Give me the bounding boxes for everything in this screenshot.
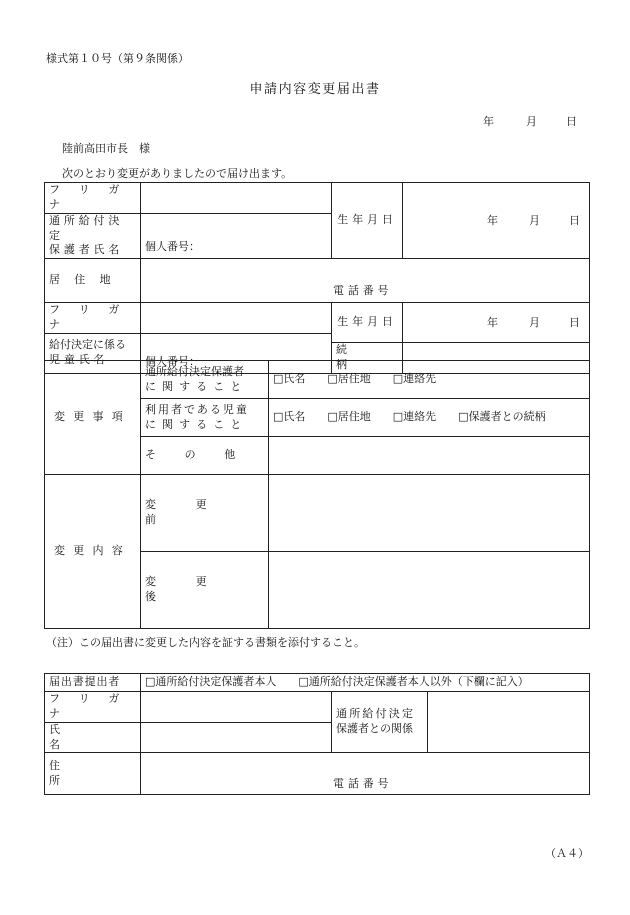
guardian-birthdate-label: 生年月日 bbox=[332, 183, 403, 259]
guardian-birthdate-field[interactable] bbox=[403, 183, 590, 259]
other-field[interactable] bbox=[269, 437, 590, 475]
child-related-label: 利用者である児童 に関すること bbox=[141, 399, 269, 437]
submitter-furigana-field[interactable] bbox=[141, 692, 332, 723]
guardian-furigana-label: フ リ ガ ナ bbox=[45, 183, 141, 214]
note-text: （注）この届出書に変更した内容を証する書類を添付すること。 bbox=[46, 636, 365, 649]
child-birth-month: 月 bbox=[529, 315, 540, 329]
address-field[interactable] bbox=[141, 259, 590, 303]
child-birthdate-field[interactable] bbox=[403, 303, 590, 343]
before-label: 変更前 bbox=[141, 475, 269, 552]
guardian-birth-month: 月 bbox=[529, 213, 540, 227]
addressee: 陸前高田市長 様 bbox=[62, 142, 150, 155]
child-change-options[interactable]: □氏名 □居住地 □連絡先 □保護者との続柄 bbox=[269, 399, 590, 437]
relation-label: 続柄 bbox=[332, 342, 403, 373]
change-table bbox=[44, 360, 590, 629]
intro-text: 次のとおり変更がありましたので届け出ます。 bbox=[62, 167, 293, 180]
guardian-birth-day: 日 bbox=[569, 213, 580, 227]
guardian-personal-number-label: 個人番号： bbox=[145, 240, 200, 254]
guardian-change-options[interactable]: □氏名 □居住地 □連絡先 bbox=[269, 361, 590, 399]
after-field[interactable] bbox=[269, 552, 590, 629]
page-title: 申請内容変更届出書 bbox=[249, 82, 381, 97]
guardian-furigana-field[interactable] bbox=[141, 183, 332, 214]
before-field[interactable] bbox=[269, 475, 590, 552]
child-furigana-label: フ リ ガ ナ bbox=[45, 303, 141, 334]
child-birth-day: 日 bbox=[569, 315, 580, 329]
guardian-name-field[interactable] bbox=[141, 213, 332, 259]
guardian-related-label: 通所給付決定保護者 に関すること bbox=[141, 361, 269, 399]
child-personal-number-label: 個人番号： bbox=[145, 354, 200, 368]
submitter-options[interactable]: □通所給付決定保護者本人 □通所給付決定保護者本人以外（下欄に記入） bbox=[141, 674, 590, 692]
submitter-table bbox=[44, 673, 590, 795]
date-month: 月 bbox=[526, 115, 537, 128]
date-year: 年 bbox=[483, 115, 494, 128]
submitter-phone-label: 電話番号 bbox=[333, 776, 393, 790]
change-content-label: 変更内容 bbox=[45, 475, 141, 629]
after-label: 変更後 bbox=[141, 552, 269, 629]
form-number: 様式第１０号（第９条関係） bbox=[46, 52, 189, 65]
child-birthdate-label: 生年月日 bbox=[332, 303, 403, 343]
submitter-relation-field[interactable] bbox=[428, 692, 590, 753]
submitter-name-label: 氏名 bbox=[45, 722, 141, 753]
guardian-name-label: 通所給付決定 保護者氏名 bbox=[45, 213, 141, 259]
paper-size: （Ａ４） bbox=[545, 847, 589, 860]
submitter-label: 届出書提出者 bbox=[45, 674, 141, 692]
other-label: その他 bbox=[141, 437, 269, 475]
date-day: 日 bbox=[566, 115, 577, 128]
submitter-name-field[interactable] bbox=[141, 722, 332, 753]
child-birth-year: 年 bbox=[487, 315, 498, 329]
phone-label: 電話番号 bbox=[333, 284, 393, 298]
child-name-label: 給付決定に係る 児童氏名 bbox=[45, 333, 141, 373]
change-items-label: 変更事項 bbox=[45, 361, 141, 475]
submitter-furigana-label: フ リ ガ ナ bbox=[45, 692, 141, 723]
guardian-birth-year: 年 bbox=[487, 213, 498, 227]
applicant-table bbox=[44, 182, 590, 374]
address-label: 居住地 bbox=[45, 259, 141, 303]
submitter-address-label: 住所 bbox=[45, 753, 141, 795]
submitter-address-field[interactable] bbox=[141, 753, 590, 795]
submitter-relation-label: 通所給付決定 保護者との関係 bbox=[332, 692, 428, 753]
child-furigana-field[interactable] bbox=[141, 303, 332, 334]
